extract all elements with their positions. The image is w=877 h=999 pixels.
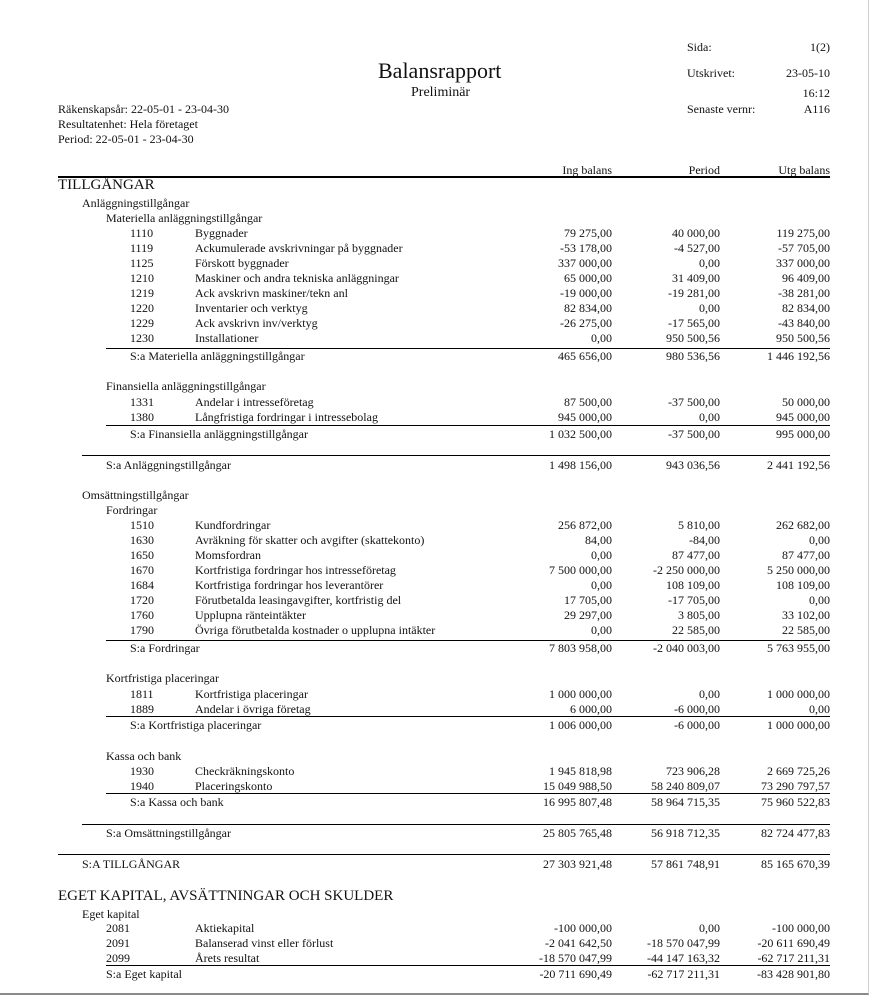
fiscal-year: Räkenskapsår: 22-05-01 - 23-04-30 — [58, 102, 229, 116]
ing-balans-value: 1 945 818,98 — [549, 764, 612, 778]
utg-balans-value: -57 705,00 — [778, 241, 830, 255]
account-name: Förskott byggnader — [195, 256, 289, 270]
account-code: 1630 — [130, 533, 154, 547]
utg-balans-value: 950 500,56 — [776, 331, 830, 345]
utg-balans-value: 0,00 — [809, 533, 830, 547]
account-code: 1119 — [130, 241, 154, 255]
utg-balans-value: -43 840,00 — [778, 316, 830, 330]
utg-balans-value: 995 000,00 — [776, 427, 830, 441]
account-code: 1125 — [130, 256, 154, 270]
account-code: 1219 — [130, 286, 154, 300]
ing-balans-value: 1 000 000,00 — [549, 687, 612, 701]
ing-balans-value: -2 041 642,50 — [545, 936, 612, 950]
ing-balans-value: -53 178,00 — [560, 241, 612, 255]
group-receivables: Fordringar — [106, 503, 158, 517]
period-value: 0,00 — [699, 687, 720, 701]
ing-balans-value: 65 000,00 — [564, 271, 612, 285]
ing-balans-value: 82 834,00 — [564, 301, 612, 315]
sum-label: S:a Fordringar — [130, 641, 200, 655]
utg-balans-value: 75 960 522,83 — [761, 795, 830, 809]
account-code: 1650 — [130, 548, 154, 562]
ing-balans-value: 465 656,00 — [558, 349, 612, 363]
col-ing-balans: Ing balans — [562, 163, 612, 177]
sum-rule-fixed — [82, 455, 830, 456]
sum-row — [0, 718, 877, 733]
utg-balans-value: 1 446 192,56 — [767, 349, 830, 363]
account-row — [0, 256, 877, 271]
ing-balans-value: 7 803 958,00 — [549, 641, 612, 655]
account-name: Balanserad vinst eller förlust — [195, 936, 334, 950]
printed-date: 23-05-10 — [786, 66, 830, 80]
ing-balans-value: 0,00 — [591, 623, 612, 637]
period-value: 0,00 — [699, 921, 720, 935]
account-code: 1510 — [130, 518, 154, 532]
sum-rule-tangible — [106, 348, 830, 349]
period-value: -37 500,00 — [668, 427, 720, 441]
sum-label: S:a Kortfristiga placeringar — [130, 718, 262, 732]
utg-balans-value: 73 290 797,57 — [761, 779, 830, 793]
printed-label: Utskrivet: — [687, 66, 735, 80]
account-code: 1210 — [130, 271, 154, 285]
sum-label: S:a Finansiella anläggningstillgångar — [130, 427, 308, 441]
account-name: Inventarier och verktyg — [195, 301, 308, 315]
account-row — [0, 623, 877, 638]
latest-voucher-label: Senaste vernr: — [687, 102, 756, 116]
account-name: Aktiekapital — [195, 921, 255, 935]
period-value: 31 409,00 — [672, 271, 720, 285]
sum-label: S:a Eget kapital — [106, 967, 182, 981]
account-name: Årets resultat — [195, 951, 260, 965]
col-utg-balans: Utg balans — [778, 163, 830, 177]
utg-balans-value: 262 682,00 — [776, 518, 830, 532]
period-value: 58 964 715,35 — [651, 795, 720, 809]
account-code: 1811 — [130, 687, 154, 701]
account-code: 1720 — [130, 593, 154, 607]
account-row — [0, 702, 877, 717]
utg-balans-value: 0,00 — [809, 593, 830, 607]
account-code: 1229 — [130, 316, 154, 330]
utg-balans-value: 2 669 725,26 — [767, 764, 830, 778]
utg-balans-value: -100 000,00 — [772, 921, 830, 935]
account-row — [0, 593, 877, 608]
account-row — [0, 301, 877, 316]
account-code: 1684 — [130, 578, 154, 592]
ing-balans-value: 27 303 921,48 — [543, 857, 612, 871]
printed-time: 16:12 — [802, 86, 830, 100]
account-code: 1670 — [130, 563, 154, 577]
account-row — [0, 779, 877, 794]
account-row — [0, 271, 877, 286]
ing-balans-value: 0,00 — [591, 578, 612, 592]
account-row — [0, 921, 877, 936]
sum-label: S:a Omsättningstillgångar — [106, 826, 231, 840]
utg-balans-value: -20 611 690,49 — [757, 936, 830, 950]
group-tangible: Materiella anläggningstillgångar — [106, 211, 263, 225]
utg-balans-value: -38 281,00 — [778, 286, 830, 300]
period-value: 58 240 809,07 — [651, 779, 720, 793]
ing-balans-value: 1 032 500,00 — [549, 427, 612, 441]
period-value: 0,00 — [699, 301, 720, 315]
account-name: Kortfristiga fordringar hos intresseföretag — [195, 563, 396, 577]
sum-row — [0, 349, 877, 364]
period-value: -6 000,00 — [674, 718, 720, 732]
account-row — [0, 764, 877, 779]
utg-balans-value: 87 477,00 — [782, 548, 830, 562]
sum-label: S:a Anläggningstillgångar — [106, 458, 231, 472]
sum-row — [0, 427, 877, 442]
account-name: Andelar i intresseföretag — [195, 395, 314, 409]
sum-label: S:a Kassa och bank — [130, 795, 224, 809]
utg-balans-value: 96 409,00 — [782, 271, 830, 285]
utg-balans-value: 50 000,00 — [782, 395, 830, 409]
period-value: 943 036,56 — [666, 458, 720, 472]
account-code: 1110 — [130, 226, 154, 240]
sum-rule-cash — [106, 793, 830, 794]
col-period: Period — [688, 163, 720, 177]
ing-balans-value: 79 275,00 — [564, 226, 612, 240]
account-code: 1380 — [130, 410, 154, 424]
ing-balans-value: -20 711 690,49 — [539, 967, 612, 981]
group-equity: Eget kapital — [82, 907, 140, 921]
account-row — [0, 563, 877, 578]
period-value: 3 805,00 — [678, 608, 720, 622]
ing-balans-value: -100 000,00 — [554, 921, 612, 935]
account-row — [0, 687, 877, 702]
period-value: -44 147 163,32 — [647, 951, 720, 965]
period-value: 108 109,00 — [666, 578, 720, 592]
sum-row — [0, 458, 877, 473]
sum-rule-receivables — [106, 640, 830, 641]
group-current-assets: Omsättningstillgångar — [82, 488, 189, 502]
account-code: 1930 — [130, 764, 154, 778]
account-name: Byggnader — [195, 226, 248, 240]
period-value: -17 705,00 — [668, 593, 720, 607]
account-name: Kortfristiga placeringar — [195, 687, 308, 701]
ing-balans-value: 17 705,00 — [564, 593, 612, 607]
account-row — [0, 951, 877, 966]
ing-balans-value: 6 000,00 — [570, 702, 612, 716]
ing-balans-value: 1 006 000,00 — [549, 718, 612, 732]
period-value: 56 918 712,35 — [651, 826, 720, 840]
group-short-investments: Kortfristiga placeringar — [106, 671, 219, 685]
period-value: 0,00 — [699, 410, 720, 424]
latest-voucher-value: A116 — [803, 102, 830, 116]
report-subtitle: Preliminär — [411, 85, 471, 100]
account-name: Ackumulerade avskrivningar på byggnader — [195, 241, 403, 255]
group-financial: Finansiella anläggningstillgångar — [106, 379, 266, 393]
utg-balans-value: 33 102,00 — [782, 608, 830, 622]
account-name: Upplupna ränteintäkter — [195, 608, 306, 622]
account-name: Ack avskrivn inv/verktyg — [195, 316, 318, 330]
account-code: 2091 — [106, 936, 130, 950]
account-row — [0, 410, 877, 425]
account-name: Andelar i övriga företag — [195, 702, 311, 716]
account-name: Checkräkningskonto — [195, 764, 295, 778]
ing-balans-value: 945 000,00 — [558, 410, 612, 424]
period-value: 57 861 748,91 — [651, 857, 720, 871]
utg-balans-value: -83 428 901,80 — [757, 967, 830, 981]
account-name: Installationer — [195, 331, 259, 345]
account-name: Placeringskonto — [195, 779, 273, 793]
period-value: 950 500,56 — [666, 331, 720, 345]
account-code: 1331 — [130, 395, 154, 409]
ing-balans-value: 0,00 — [591, 331, 612, 345]
account-code: 1760 — [130, 608, 154, 622]
account-row — [0, 548, 877, 563]
utg-balans-value: 108 109,00 — [776, 578, 830, 592]
ing-balans-value: 84,00 — [585, 533, 612, 547]
sum-label: S:A TILLGÅNGAR — [82, 857, 181, 871]
sum-row — [0, 857, 877, 872]
period-value: -6 000,00 — [674, 702, 720, 716]
period-value: 87 477,00 — [672, 548, 720, 562]
ing-balans-value: 25 805 765,48 — [543, 826, 612, 840]
account-row — [0, 395, 877, 410]
utg-balans-value: -62 717 211,31 — [757, 951, 830, 965]
period-value: 0,00 — [699, 256, 720, 270]
result-unit: Resultatenhet: Hela företaget — [58, 117, 198, 131]
utg-balans-value: 5 763 955,00 — [767, 641, 830, 655]
account-row — [0, 241, 877, 256]
account-code: 1230 — [130, 331, 154, 345]
section-assets: TILLGÅNGAR — [58, 177, 155, 193]
period-value: -37 500,00 — [668, 395, 720, 409]
group-cash: Kassa och bank — [106, 749, 182, 763]
account-row — [0, 518, 877, 533]
account-row — [0, 578, 877, 593]
ing-balans-value: 256 872,00 — [558, 518, 612, 532]
utg-balans-value: 82 724 477,83 — [761, 826, 830, 840]
account-row — [0, 331, 877, 346]
account-code: 2081 — [106, 921, 130, 935]
sum-row — [0, 795, 877, 810]
utg-balans-value: 0,00 — [809, 702, 830, 716]
ing-balans-value: 337 000,00 — [558, 256, 612, 270]
account-row — [0, 316, 877, 331]
ing-balans-value: -18 570 047,99 — [539, 951, 612, 965]
account-name: Ack avskrivn maskiner/tekn anl — [195, 286, 348, 300]
ing-balans-value: 7 500 000,00 — [549, 563, 612, 577]
period-value: -19 281,00 — [668, 286, 720, 300]
page-label: Sida: — [687, 40, 712, 54]
account-name: Förutbetalda leasingavgifter, kortfristig del — [195, 593, 402, 607]
header-rule — [58, 176, 830, 178]
ing-balans-value: 29 297,00 — [564, 608, 612, 622]
period-value: 40 000,00 — [672, 226, 720, 240]
sum-rule-equity — [106, 965, 830, 966]
account-code: 2099 — [106, 951, 130, 965]
account-name: Kundfordringar — [195, 518, 271, 532]
period-value: -18 570 047,99 — [647, 936, 720, 950]
utg-balans-value: 82 834,00 — [782, 301, 830, 315]
ing-balans-value: 15 049 988,50 — [543, 779, 612, 793]
group-fixed-assets: Anläggningstillgångar — [82, 196, 190, 210]
account-row — [0, 286, 877, 301]
account-code: 1220 — [130, 301, 154, 315]
period-value: -62 717 211,31 — [647, 967, 720, 981]
account-name: Övriga förutbetalda kostnader o upplupna intäkter — [195, 623, 436, 637]
page-value: 1(2) — [810, 40, 830, 54]
utg-balans-value: 1 000 000,00 — [767, 687, 830, 701]
account-row — [0, 608, 877, 623]
utg-balans-value: 1 000 000,00 — [767, 718, 830, 732]
period-value: 723 906,28 — [666, 764, 720, 778]
sum-rule-assets — [58, 854, 830, 855]
sum-rule-short — [106, 716, 830, 717]
report-title: Balansrapport — [378, 58, 502, 83]
account-code: 1940 — [130, 779, 154, 793]
sum-rule-current — [82, 824, 830, 825]
period-value: -4 527,00 — [674, 241, 720, 255]
sum-row — [0, 641, 877, 656]
section-equity-liabilities: EGET KAPITAL, AVSÄTTNINGAR OCH SKULDER — [58, 888, 394, 904]
utg-balans-value: 5 250 000,00 — [767, 563, 830, 577]
account-name: Maskiner och andra tekniska anläggningar — [195, 271, 399, 285]
sum-row — [0, 967, 877, 982]
period-value: -84,00 — [689, 533, 720, 547]
utg-balans-value: 337 000,00 — [776, 256, 830, 270]
period-value: 22 585,00 — [672, 623, 720, 637]
ing-balans-value: -19 000,00 — [560, 286, 612, 300]
period-value: 5 810,00 — [678, 518, 720, 532]
period: Period: 22-05-01 - 23-04-30 — [58, 132, 194, 146]
ing-balans-value: 87 500,00 — [564, 395, 612, 409]
account-row — [0, 533, 877, 548]
period-value: 980 536,56 — [666, 349, 720, 363]
utg-balans-value: 85 165 670,39 — [761, 857, 830, 871]
sum-rule-financial — [106, 425, 830, 426]
sum-label: S:a Materiella anläggningstillgångar — [130, 349, 305, 363]
account-row — [0, 226, 877, 241]
sum-row — [0, 826, 877, 841]
account-name: Långfristiga fordringar i intressebolag — [195, 410, 378, 424]
account-row — [0, 936, 877, 951]
utg-balans-value: 22 585,00 — [782, 623, 830, 637]
utg-balans-value: 119 275,00 — [776, 226, 830, 240]
account-code: 1889 — [130, 702, 154, 716]
account-name: Momsfordran — [195, 548, 261, 562]
account-code: 1790 — [130, 623, 154, 637]
period-value: -17 565,00 — [668, 316, 720, 330]
period-value: -2 040 003,00 — [653, 641, 720, 655]
ing-balans-value: 0,00 — [591, 548, 612, 562]
account-name: Avräkning för skatter och avgifter (skattekonto) — [195, 533, 425, 547]
utg-balans-value: 945 000,00 — [776, 410, 830, 424]
utg-balans-value: 2 441 192,56 — [767, 458, 830, 472]
ing-balans-value: 1 498 156,00 — [549, 458, 612, 472]
period-value: -2 250 000,00 — [653, 563, 720, 577]
ing-balans-value: -26 275,00 — [560, 316, 612, 330]
account-name: Kortfristiga fordringar hos leverantörer — [195, 578, 384, 592]
ing-balans-value: 16 995 807,48 — [543, 795, 612, 809]
